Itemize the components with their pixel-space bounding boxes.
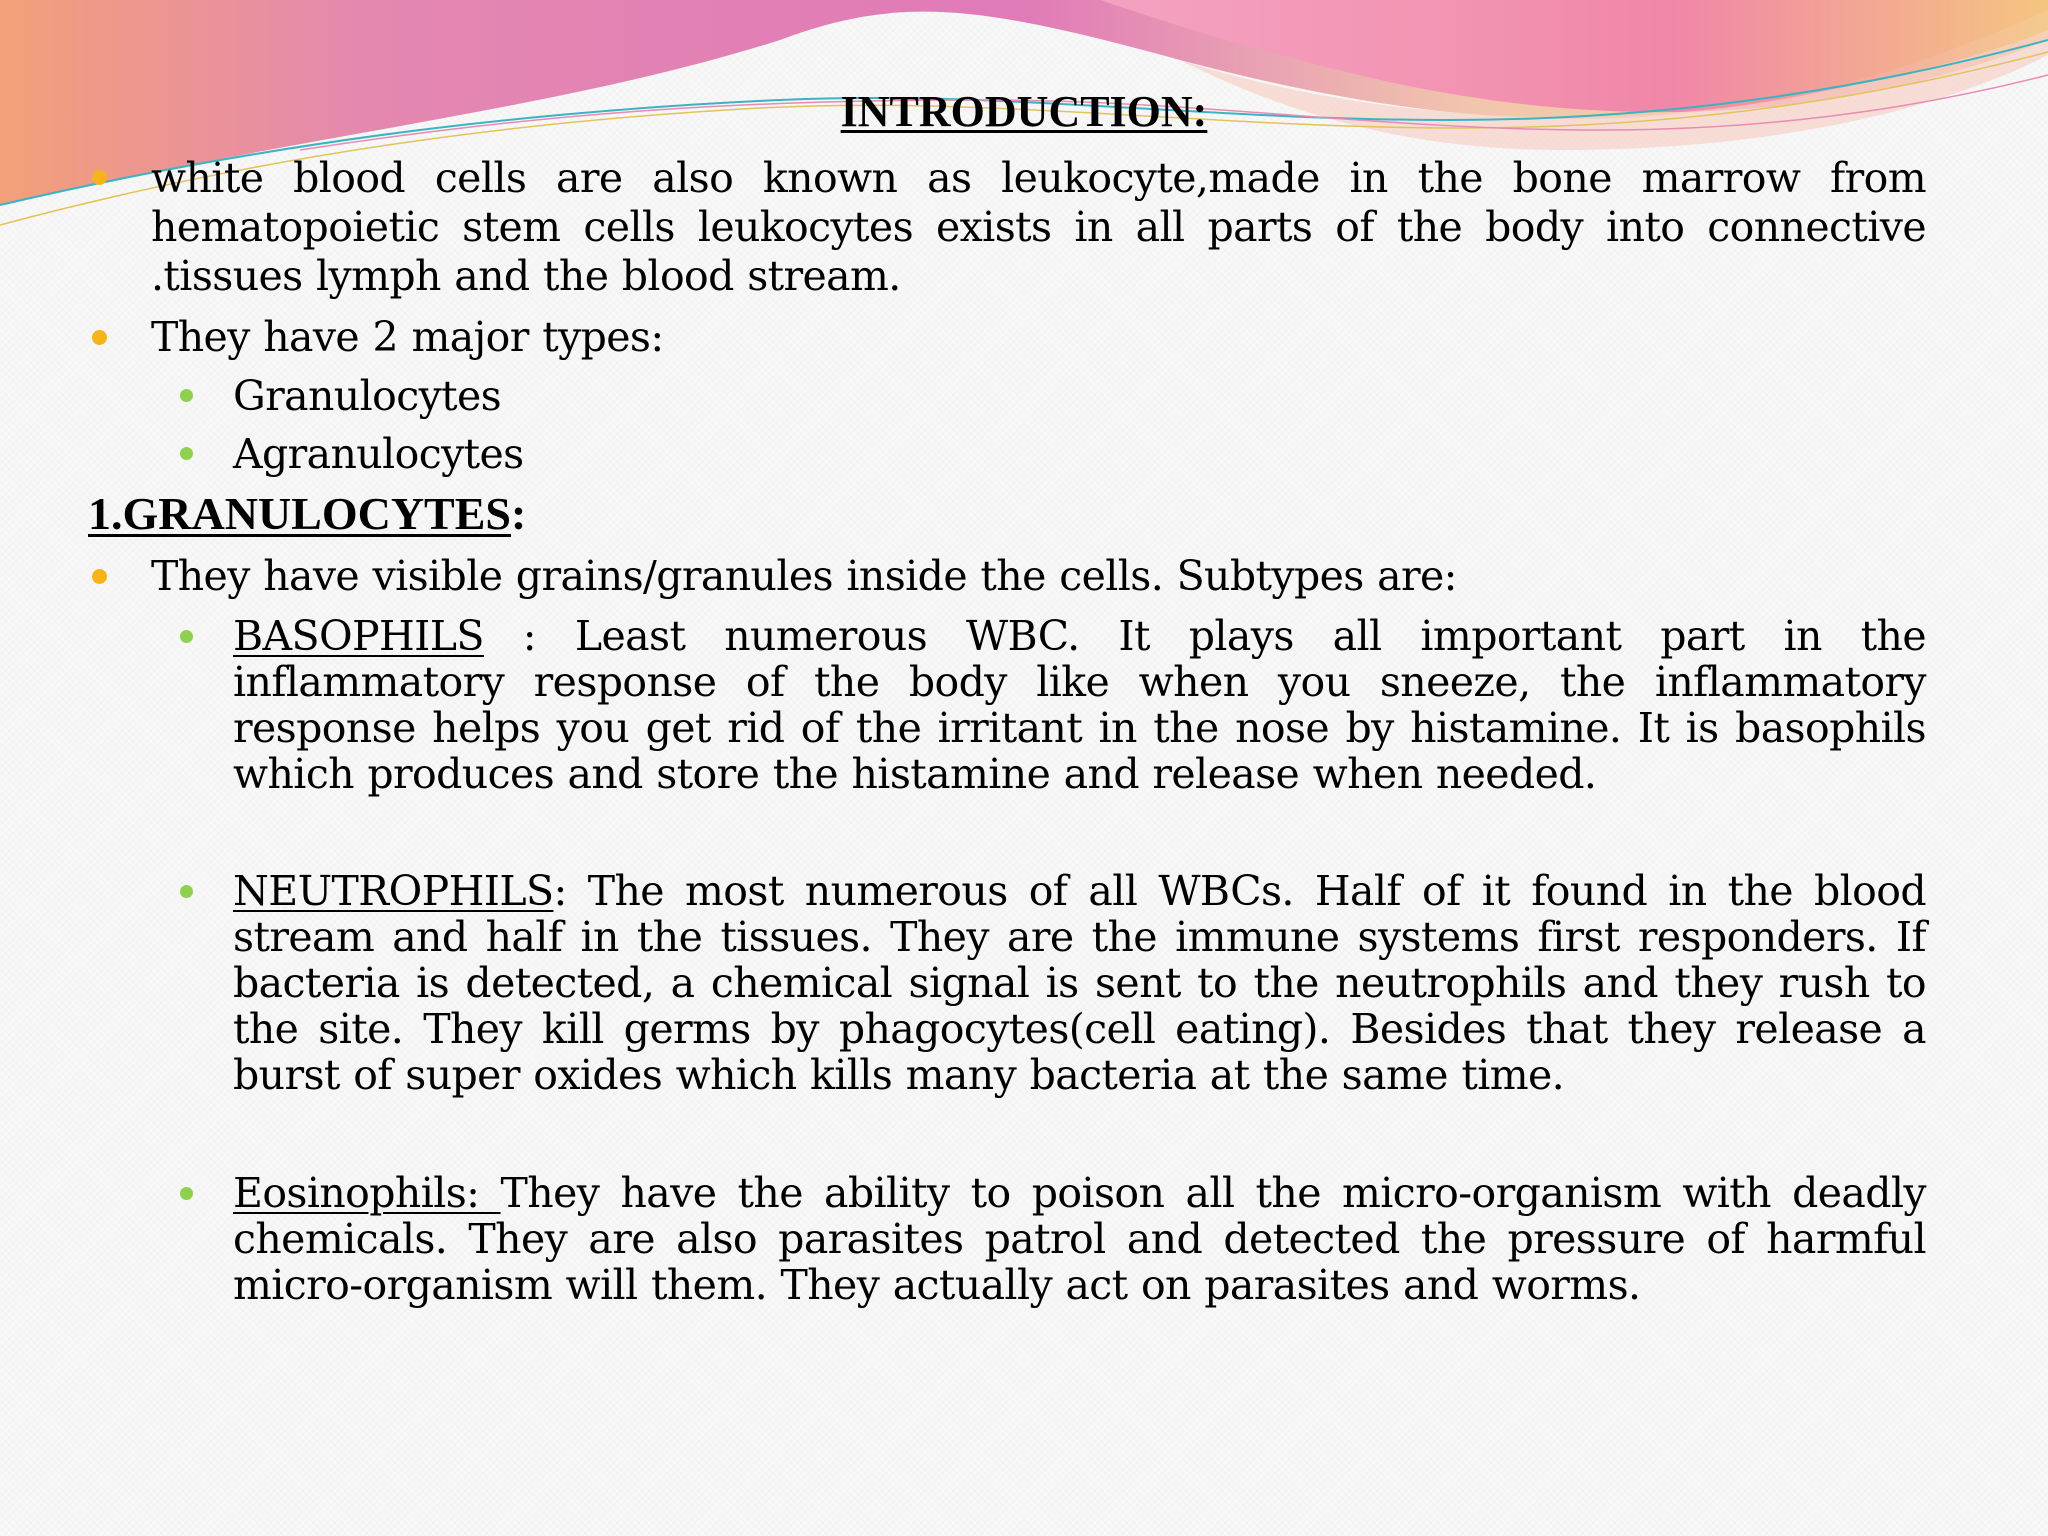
intro-bullet-2-text: They have 2 major types: xyxy=(151,313,664,361)
subtype-name: BASOPHILS xyxy=(233,612,484,660)
subtype-separator: : xyxy=(483,612,575,660)
subtype-name: Eosinophils: xyxy=(233,1169,501,1217)
subtype-separator: : xyxy=(553,867,588,915)
bullet-dot-icon xyxy=(92,170,107,185)
section-heading-colon: : xyxy=(511,488,527,539)
slide-title-text: INTRODUCTION: xyxy=(840,87,1208,136)
section-heading xyxy=(88,488,526,540)
bullet-dot-icon xyxy=(92,330,107,345)
section-heading-text: 1.GRANULOCYTES xyxy=(88,488,512,539)
bullet-dot-icon xyxy=(92,569,107,584)
bullet-dot-icon xyxy=(180,1187,193,1200)
major-type-item xyxy=(180,372,1926,420)
subtype-item-basophils xyxy=(180,613,1926,797)
intro-bullet-1 xyxy=(88,154,1926,301)
subtype-text: Least numerous WBC. It plays all important part in the inflammatory response of the body like when you sneeze, the inflammatory response helps you get rid of the irritant in the nose by histamine. It is basophils which produces and store the histamine and release when needed. xyxy=(233,612,1926,798)
intro-bullet-2 xyxy=(88,313,1926,361)
granulocytes-intro-bullet xyxy=(88,552,1926,600)
bullet-dot-icon xyxy=(180,389,193,402)
subtype-item-neutrophils xyxy=(180,868,1926,1098)
subtype-description xyxy=(233,868,1926,1098)
intro-bullet-1-text: white blood cells are also known as leukocyte,made in the bone marrow from hematopoietic stem cells leukocytes exists in all parts of the body into connective .tissues lymph and the blood stream. xyxy=(151,154,1926,300)
granulocytes-intro-text: They have visible grains/granules inside the cells. Subtypes are: xyxy=(151,552,1457,600)
subtype-text: They have the ability to poison all the micro-organism with deadly chemicals. They are also parasites patrol and detected the pressure of harmful micro-organism will them. They actually act on parasites and worms. xyxy=(233,1169,1926,1309)
major-type-item xyxy=(180,430,1926,478)
bullet-dot-icon xyxy=(180,447,193,460)
bullet-dot-icon xyxy=(180,885,193,898)
subtype-text: The most numerous of all WBCs. Half of it found in the blood stream and half in the tissues. They are the immune systems first responders. If bacteria is detected, a chemical signal is sent to the neutrophils and they rush to the site. They kill germs by phagocytes(cell eating). Besides that they release a burst of super oxides which kills many bacteria at the same time. xyxy=(233,867,1926,1099)
bullet-dot-icon xyxy=(180,630,193,643)
subtype-description xyxy=(233,613,1926,797)
subtype-description xyxy=(233,1170,1926,1308)
major-type-label: Granulocytes xyxy=(233,372,502,420)
subtype-item-eosinophils xyxy=(180,1170,1926,1308)
major-type-label: Agranulocytes xyxy=(233,430,524,478)
slide-title xyxy=(0,86,2048,138)
subtype-name: NEUTROPHILS xyxy=(233,867,554,915)
